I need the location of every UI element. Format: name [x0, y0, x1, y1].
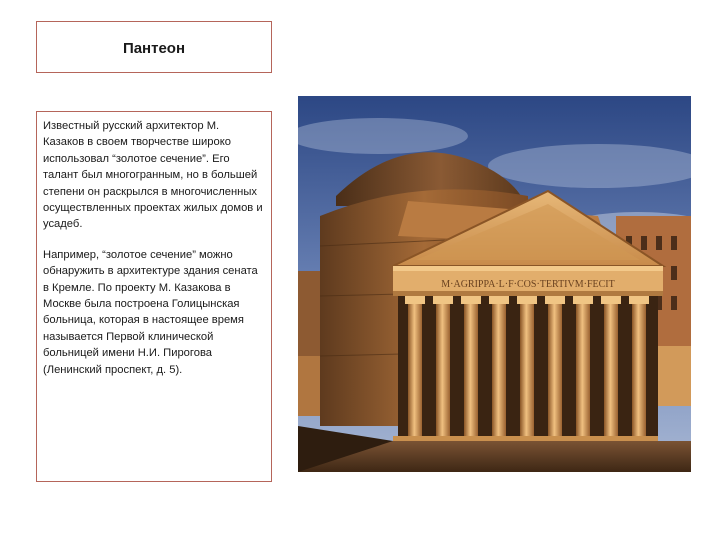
text-box — [36, 111, 272, 482]
pantheon-illustration — [298, 96, 691, 472]
paragraph-2: Например, “золотое сечение” можно обнаружить в архитектуре здания сената в Кремле. По проекту М. Казакова в Москве была построена Голицынская больница, которая в настоящее время называется Первой клинической больницей имени Н.И. Пирогова (Ленинский проспект, д. 5). — [43, 248, 258, 376]
title-box — [36, 21, 272, 73]
pantheon-photo — [298, 96, 691, 472]
slide-title: Пантеон — [122, 39, 186, 57]
paragraph-1: Известный русский архитектор М. Казаков в своем творчестве широко использовал “золотое сечение”. Его талант был многогранным, но в большей степени он раскрылся в многочисленных осуществленных проектах жилых домов и усадеб. — [43, 120, 263, 231]
portico-inscription: M·AGRIPPA·L·F·COS·TERTIVM·FECIT — [441, 279, 615, 290]
